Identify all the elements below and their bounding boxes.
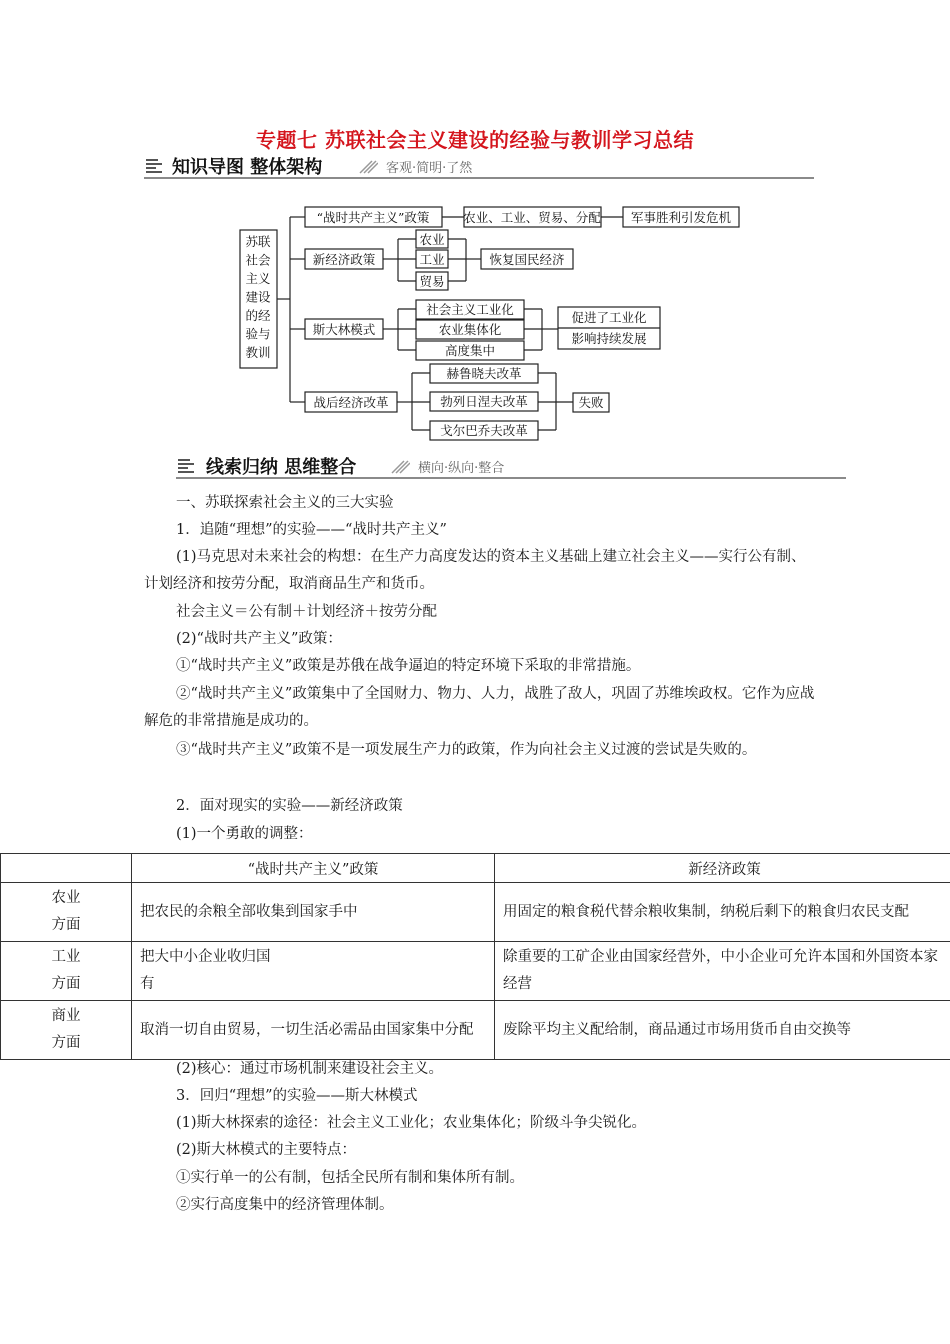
section-header-clue-summary [176,453,846,479]
paragraph-point-3: ③“战时共产主义”政策不是一项发展生产力的政策，作为向社会主义过渡的尝试是失败的。 [176,742,757,758]
row-war-cell: 取消一切自由贸易，一切生活必需品由国家集中分配 [132,1001,495,1060]
nep-item-agriculture-label: 农业 [419,232,445,247]
policy-nep-label: 新经济政策 [312,252,376,267]
table-header-blank [1,854,132,883]
paragraph-feature-1: ①实行单一的公有制，包括全民所有制和集体所有制。 [176,1170,524,1186]
paragraph-war-communism-heading: (2)“战时共产主义”政策： [176,631,342,647]
section-subtitle: 客观·简明·了然 [386,161,473,176]
root-node-label-line: 验与 [245,326,271,342]
paragraph-stalin-features: (2)斯大林模式的主要特点： [176,1142,357,1158]
row-label: 商业方面 [1,1001,132,1060]
policy-stalin-model-label: 斯大林模式 [312,322,376,337]
nep-item-industry-label: 工业 [419,252,445,267]
policy-comparison-table [0,853,950,1060]
paragraph-point-1: ①“战时共产主义”政策是苏俄在战争逼迫的特定环境下采取的非常措施。 [176,658,641,674]
row-label: 农业方面 [1,883,132,942]
table-row [1,1001,950,1060]
paragraph-point-2: ②“战时共产主义”政策集中了全国财力、物力、人力，战胜了敌人，巩固了苏维埃政权。它作为应战解危的非常措施是成功的。 [144,686,815,729]
reform-item-gorbachev-label: 戈尔巴乔夫改革 [440,423,528,438]
paragraph-adjustment: (1)一个勇敢的调整： [176,826,313,842]
table-header-nep: 新经济政策 [495,854,950,883]
section-subtitle: 横向·纵向·整合 [418,461,505,476]
nep-item-trade-label: 贸易 [419,274,445,289]
heading-1-2: 2．面对现实的实验——新经济政策 [176,798,403,814]
stalin-result-1-label: 促进了工业化 [571,310,647,325]
reform-result-label: 失败 [578,395,604,410]
slash-stripes-icon [390,459,410,475]
paragraph-core: (2)核心：通过市场机制来建设社会主义。 [176,1061,444,1077]
root-node-label-line: 的经 [245,308,271,323]
paragraph-stalin-path: (1)斯大林探索的途径：社会主义工业化；农业集体化；阶级斗争尖锐化。 [176,1115,647,1131]
row-nep-cell: 除重要的工矿企业由国家经营外，中小企业可允许本国和外国资本家经营 [495,942,950,1001]
row-nep-cell: 废除平均主义配给制，商品通过市场用货币自由交换等 [495,1001,950,1060]
stalin-item-industrialization-label: 社会主义工业化 [426,302,514,317]
root-node-label [245,234,271,360]
war-communism-result-label: 军事胜利引发危机 [630,210,732,225]
table-header-row [1,854,950,883]
heading-1-3: 3．回归“理想”的实验——斯大林模式 [176,1088,418,1104]
stalin-result-2-label: 影响持续发展 [571,331,647,346]
row-nep-cell: 用固定的粮食税代替余粮收集制，纳税后剩下的粮食归农民支配 [495,883,950,942]
reform-item-brezhnev-label: 勃列日涅夫改革 [440,394,528,409]
section-title: 知识导图 整体架构 [172,157,323,178]
paragraph-marx-vision: (1)马克思对未来社会的构想：在生产力高度发达的资本主义基础上建立社会主义——实行公有制、计划经济和按劳分配，取消商品生产和货币。 [144,549,806,592]
row-label: 工业方面 [1,942,132,1001]
policy-war-communism-label: “战时共产主义”政策 [316,210,430,225]
table-row [1,942,950,1001]
root-node-label-line: 社会 [245,252,271,268]
section-title: 线索归纳 思维整合 [206,457,357,478]
knowledge-map-diagram [0,0,950,450]
root-node-label-line: 主义 [245,271,271,286]
root-node-label-line: 苏联 [245,234,271,249]
table-row [1,883,950,942]
nep-result-label: 恢复国民经济 [489,252,565,267]
paragraph-feature-2: ②实行高度集中的经济管理体制。 [176,1197,394,1213]
section-divider [176,477,846,479]
stalin-item-centralization-label: 高度集中 [444,343,496,358]
policy-postwar-reform-label: 战后经济改革 [313,395,389,410]
paragraph-formula: 社会主义＝公有制＋计划经济＋按劳分配 [176,604,437,620]
row-war-cell: 把大中小企业收归国有 [132,942,495,1001]
reform-item-khrushchev-label: 赫鲁晓夫改革 [446,366,522,381]
page-title: 专题七 苏联社会主义建设的经验与教训学习总结 [256,128,694,152]
row-war-cell: 把农民的余粮全部收集到国家手中 [132,883,495,942]
table-header-war-communism: “战时共产主义”政策 [132,854,495,883]
stalin-item-collectivization-label: 农业集体化 [438,322,502,337]
stripes-icon [176,457,196,473]
war-communism-detail-label: 农业、工业、贸易、分配 [463,210,601,225]
root-node-label-line: 教训 [245,345,271,360]
heading-part-1: 一、苏联探索社会主义的三大实验 [176,495,394,511]
root-node-label-line: 建设 [245,289,271,305]
heading-1-1: 1．追随“理想”的实验——“战时共产主义” [176,522,447,538]
